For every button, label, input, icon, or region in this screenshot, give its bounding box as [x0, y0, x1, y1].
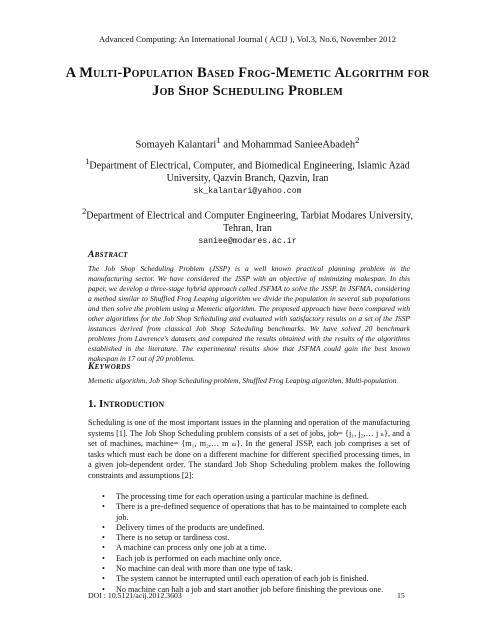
bullet-icon: • [102, 564, 105, 574]
author-2: Mohammad SanieeAbadeh [241, 139, 356, 151]
introduction-heading: 1. Introduction [88, 398, 165, 410]
affiliation-2-email[interactable]: saniee@modares.ac.ir [198, 237, 297, 247]
author-line [0, 135, 495, 151]
bullet-icon: • [102, 543, 105, 553]
affiliation-2-sup: 2 [82, 207, 87, 216]
list-item: • No machine can halt a job and start another job before finishing the previous one. [102, 584, 384, 594]
list-item: • The processing time for each operation using a particular machine is defined. [102, 492, 369, 501]
author-conjunction: and [220, 139, 242, 151]
abstract-text: The Job Shop Scheduling Problem (JSSP) is a well known practical planning problem in the manufacturing sector. We have considered the JSSP with an objective of minimizing makespan. In this paper, we develop a three-stage hybrid approach called JSFMA to solve the JSSP. In JSFMA, considering a method similar to Shuffled Frog Leaping algorithm we divide the population in several sub populations and then solve the problem using a Memetic algorithm. The proposed approach have been compared with other algorithms for the Job Shop Scheduling and evaluated with satisfactory results on a set of the JSSP instances derived from classical Job Shop Scheduling benchmarks. We have solved 20 benchmark problems from Lawrence's datasets and compared the results obtained with the results of the algorithms established in the literature. The experimental results show that JSFMA could gain the best known makespan in 17 out of 20 problems. [88, 264, 410, 363]
affiliation-1-email[interactable]: sk_kalantari@yahoo.com [193, 187, 302, 197]
bullet-icon: • [102, 522, 105, 532]
journal-header: Advanced Computing: An International Journal ( ACIJ ), Vol.3, No.6, November 2012 [98, 34, 397, 44]
abstract-heading: Abstract [88, 250, 128, 260]
keywords-text: Memetic algorithm, Job Shop Scheduling problem, Shuffled Frog Leaping algorithm, Multi-population [88, 376, 397, 385]
author-1-sup: 1 [216, 135, 221, 145]
author-2-sup: 2 [355, 135, 360, 145]
list-item: • Each job is performed on each machine only once. [102, 553, 282, 563]
affiliation-2 [70, 206, 425, 249]
affiliation-1-sup: 1 [85, 157, 90, 166]
list-item: • Delivery times of the products are undefined. [102, 522, 265, 532]
assumptions-list [100, 492, 410, 595]
list-item: • There is no setup or tardiness cost. [102, 533, 230, 543]
list-item: • A machine can process only one job at a time. [102, 543, 267, 553]
list-item: • The system cannot be interrupted until each operation of each job is finished. [102, 574, 369, 584]
bullet-icon: • [102, 574, 105, 584]
list-item: • There is a pre-defined sequence of operations that has to be maintained to complete each job. [102, 502, 407, 522]
page-number: 15 [397, 591, 405, 600]
paper-title: A Multi-Population Based Frog-Memetic Algorithm for Job Shop Scheduling Problem [65, 65, 430, 99]
bullet-icon: • [102, 584, 105, 594]
keywords-heading: Keywords [88, 362, 131, 372]
introduction-text: Scheduling is one of the most important issues in the planning and operation of the manufacturing systems [1]. The Job Shop Scheduling problem consists of a set of jobs, job= {j₁, j₂,… j ₙ}, and a set of machines, machine= {m₁, m₂,… m ₘ}. In the general JSSP, each job comprises a set of tasks which must each be done on a different machine for different specified processing times, in a given job-dependent order. The standard Job Shop Scheduling problem makes the following constraints and assumptions [2]: [88, 418, 410, 480]
bullet-icon: • [102, 533, 105, 543]
list-item: • No machine can deal with more than one type of task. [102, 564, 293, 574]
bullet-icon: • [102, 502, 105, 512]
bullet-icon: • [102, 553, 105, 563]
affiliation-2-text: Department of Electrical and Computer Engineering, Tarbiat Modares University, Tehran, Iran [86, 210, 413, 234]
bullet-icon: • [102, 492, 105, 501]
affiliation-1 [80, 156, 415, 199]
author-1: Somayeh Kalantari [135, 139, 217, 151]
affiliation-1-text: Department of Electrical, Computer, and Biomedical Engineering, Islamic Azad University, Qazvin Branch, Qazvin, Iran [89, 160, 410, 184]
footer-doi: DOI : 10.5121/acij.2012.3603 [88, 591, 182, 600]
